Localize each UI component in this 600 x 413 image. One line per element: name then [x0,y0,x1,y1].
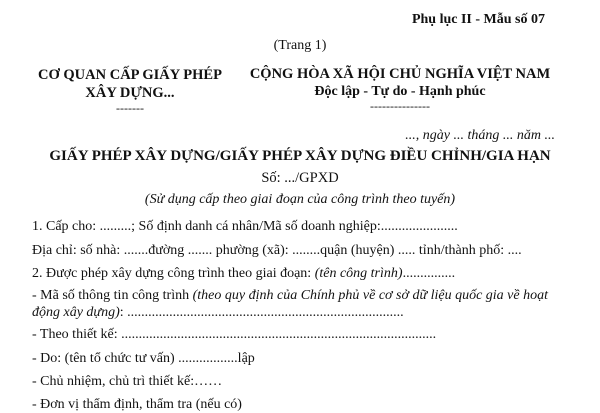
usage-note: (Sử dụng cấp theo giai đoạn của công trình theo tuyến) [144,192,456,207]
project-name-hint: (tên công trình) [314,266,403,281]
document-title: GIẤY PHÉP XÂY DỰNG/GIẤY PHÉP XÂY DỰNG ĐIỀU CHỈNH/GIA HẠN [49,148,551,164]
appraisal-unit-line: - Đơn vị thẩm định, thẩm tra (nếu có) [32,397,242,412]
republic-name: CỘNG HÒA XÃ HỘI CHỦ NGHĨA VIỆT NAM [249,66,551,82]
permitted-prefix: 2. Được phép xây dựng công trình theo giai đoạn: [32,266,315,281]
design-line: - Theo thiết kế: .......................................................................................... [32,327,437,342]
page-label: (Trang 1) [273,38,327,53]
national-motto: Độc lập - Tự do - Hạnh phúc [314,84,486,99]
project-code-line [32,287,572,321]
issuing-agency [30,66,230,114]
agency-divider: ------- [116,101,144,115]
agency-line-2: XÂY DỰNG... [85,85,175,101]
grantee-line: 1. Cấp cho: .........; Số định danh cá nhân/Mã số doanh nghiệp:...................... [32,219,458,234]
document-number: Số: .../GPXD [261,170,339,186]
project-code-hint: (theo quy định của Chính phủ về cơ sở dữ liệu quốc gia về hoạt động xây dựng) [32,288,549,320]
appendix-label: Phụ lục II - Mẫu số 07 [411,12,545,27]
address-line: Địa chỉ: số nhà: .......đường ....... phường (xã): ........quận (huyện) ..... tỉnh/thành phố: .... [32,243,522,258]
national-header [245,66,555,112]
project-code-prefix: - Mã số thông tin công trình [32,288,193,303]
agency-line-1: CƠ QUAN CẤP GIẤY PHÉP [38,67,222,83]
permitted-construction-line [32,265,455,282]
chief-designer-line: - Chủ nhiệm, chủ trì thiết kế:…… [32,374,223,389]
date-line: ..., ngày ... tháng ... năm ... [405,128,555,143]
motto-divider: --------------- [370,99,430,113]
consultant-line: - Do: (tên tổ chức tư vấn) .................lập [32,351,255,366]
permitted-suffix: ............... [402,266,456,281]
project-code-suffix: : ............................................................................... [119,305,404,320]
